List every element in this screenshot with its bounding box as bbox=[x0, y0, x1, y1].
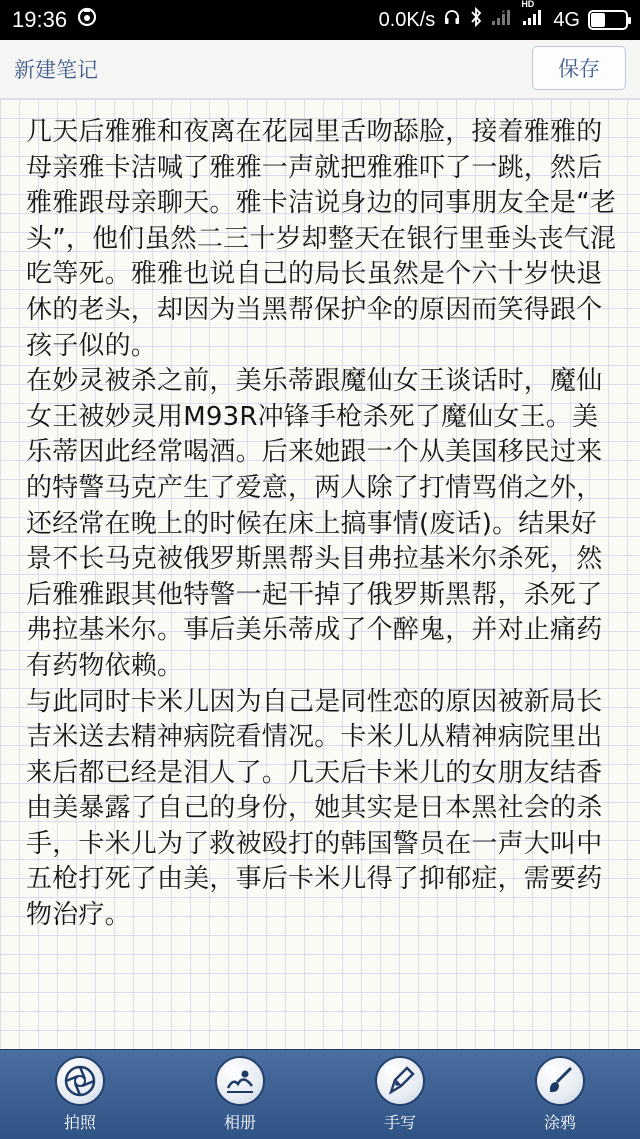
battery-level: 5 bbox=[604, 12, 612, 28]
status-time: 19:36 bbox=[12, 7, 68, 32]
doodle-label: 涂鸦 bbox=[543, 1113, 576, 1132]
album-button[interactable] bbox=[160, 1050, 320, 1139]
album-label: 相册 bbox=[223, 1113, 256, 1132]
camera-button[interactable] bbox=[0, 1050, 160, 1139]
hd-label: HD bbox=[521, 0, 535, 9]
headphones-icon bbox=[443, 8, 461, 32]
page-title: 新建笔记 bbox=[14, 58, 98, 82]
network-speed: 0.0K/s bbox=[378, 8, 436, 31]
note-paragraph: 几天后雅雅和夜离在花园里舌吻舔脸，接着雅雅的母亲雅卡洁喊了雅雅一声就把雅雅吓了一跳，然后雅雅跟母亲聊天。雅卡洁说身边的同事朋友全是“老头”，他们虽然二三十岁却整天在银行里垂头丧气混吃等死。雅雅也说自己的局长虽然是个六十岁快退休的老头，却因为当黑帮保护伞的原因而笑得跟个孩子似的。 bbox=[26, 117, 617, 361]
signal-weak-icon bbox=[491, 8, 513, 32]
note-text[interactable] bbox=[26, 115, 618, 934]
camera-icon bbox=[55, 1056, 105, 1106]
handwrite-pen-icon bbox=[375, 1056, 425, 1106]
network-type: 4G bbox=[553, 8, 580, 31]
hd-signal-icon bbox=[521, 0, 545, 32]
bottom-toolbar bbox=[0, 1049, 640, 1139]
note-paragraph: 在妙灵被杀之前，美乐蒂跟魔仙女王谈话时，魔仙女王被妙灵用M93R冲锋手枪杀死了魔仙女王。美乐蒂因此经常喝酒。后来她跟一个从美国移民过来的特警马克产生了爱意，两人除了打情骂俏之外，还经常在晚上的时候在床上搞事情(废话)。结果好景不长马克被俄罗斯黑帮头目弗拉基米尔杀死，然后雅雅跟其他特警一起干掉了俄罗斯黑帮，杀死了弗拉基米尔。事后美乐蒂成了个醉鬼，并对止痛药有药物依赖。 bbox=[26, 366, 603, 681]
app-header bbox=[0, 40, 640, 99]
album-icon bbox=[215, 1056, 265, 1106]
note-paragraph: 与此同时卡米儿因为自己是同性恋的原因被新局长吉米送去精神病院看情况。卡米儿从精神病院里出来后都已经是泪人了。几天后卡米儿的女朋友结香由美暴露了自己的身份，她其实是日本黑社会的杀手，卡米儿为了救被殴打的韩国警员在一声大叫中五枪打死了由美，事后卡米儿得了抑郁症，需要药物治疗。 bbox=[26, 686, 603, 931]
note-editor[interactable] bbox=[0, 99, 640, 1049]
status-bar bbox=[0, 0, 640, 40]
camera-label: 拍照 bbox=[63, 1113, 96, 1132]
doodle-button[interactable] bbox=[480, 1050, 640, 1139]
svg-text:x: x bbox=[502, 9, 506, 15]
handwrite-label: 手写 bbox=[383, 1113, 416, 1132]
battery-icon bbox=[588, 10, 628, 30]
handwrite-button[interactable] bbox=[320, 1050, 480, 1139]
doodle-brush-icon bbox=[535, 1056, 585, 1106]
app-notification-icon bbox=[77, 7, 97, 33]
save-button[interactable]: 保存 bbox=[532, 46, 626, 90]
bluetooth-icon bbox=[469, 7, 483, 33]
